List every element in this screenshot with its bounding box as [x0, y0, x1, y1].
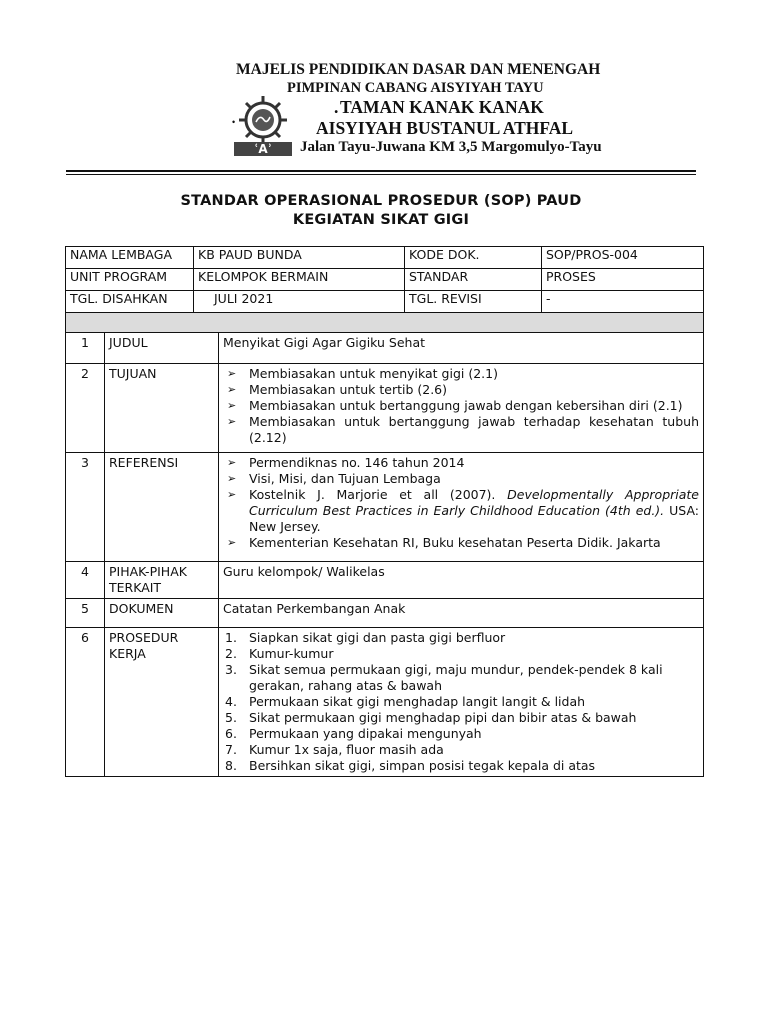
document-subtitle: KEGIATAN SIKAT GIGI: [292, 212, 470, 228]
section-row-prosedur: [66, 628, 704, 777]
meta-row: [66, 291, 704, 313]
section-number: 5: [66, 599, 105, 628]
section-row-dokumen: [66, 599, 704, 628]
list-item: ➢ Membiasakan untuk tertib (2.6): [223, 382, 699, 398]
step-text: Kumur-kumur: [249, 646, 334, 661]
section-content: Catatan Perkembangan Anak: [219, 599, 704, 628]
school-name: TAMAN KANAK KANAK: [340, 97, 544, 117]
section-row-tujuan: [66, 364, 704, 453]
meta-label: STANDAR: [405, 269, 542, 291]
section-label: PIHAK-PIHAK TERKAIT: [105, 562, 219, 599]
section-content: Menyikat Gigi Agar Gigiku Sehat: [219, 333, 704, 364]
section-row-judul: [66, 333, 704, 364]
step-number: 3.: [225, 662, 237, 677]
meta-label: TGL. DISAHKAN: [66, 291, 194, 313]
section-label: TUJUAN: [105, 364, 219, 453]
letterhead-line-2: PIMPINAN CABANG AISYIYAH TAYU: [287, 80, 544, 96]
list-item: [223, 710, 699, 726]
reference-title: Developmentally Appropriate Curriculum Best Practices in Early Childhood Education (4th ed.).: [249, 487, 699, 518]
list-item: [223, 758, 699, 774]
meta-value: SOP/PROS-004: [542, 247, 704, 269]
section-label: REFERENSI: [105, 453, 219, 562]
section-content: [219, 453, 704, 562]
meta-label: TGL. REVISI: [405, 291, 542, 313]
step-text: Sikat permukaan gigi menghadap pipi dan bibir atas & bawah: [249, 710, 637, 725]
meta-value: KELOMPOK BERMAIN: [194, 269, 405, 291]
list-item: ➢ Permendiknas no. 146 tahun 2014: [223, 455, 699, 471]
list-item: [223, 662, 699, 694]
letterhead-dot-small: •: [232, 117, 236, 127]
separator-row: [66, 313, 704, 333]
list-item: ➢ Membiasakan untuk menyikat gigi (2.1): [223, 366, 699, 382]
meta-label: UNIT PROGRAM: [66, 269, 194, 291]
section-label: PROSEDUR KERJA: [105, 628, 219, 777]
step-number: 7.: [225, 742, 237, 757]
aisyiyah-logo-icon: [230, 94, 296, 158]
step-text: Bersihkan sikat gigi, simpan posisi tegak kepala di atas: [249, 758, 596, 773]
list-item: [223, 694, 699, 710]
meta-value: KB PAUD BUNDA: [194, 247, 405, 269]
list-item: [223, 487, 699, 535]
meta-row: [66, 247, 704, 269]
list-item: [223, 646, 699, 662]
section-number: 3: [66, 453, 105, 562]
section-label: JUDUL: [105, 333, 219, 364]
step-text: Permukaan sikat gigi menghadap langit langit & lidah: [249, 694, 586, 709]
list-item: ➢ Visi, Misi, dan Tujuan Lembaga: [223, 471, 699, 487]
step-text: Siapkan sikat gigi dan pasta gigi berfluor: [249, 630, 506, 645]
header-rule-thin: [66, 174, 696, 175]
school-subname: AISYIYAH BUSTANUL ATHFAL: [316, 118, 574, 138]
meta-label: NAMA LEMBAGA: [66, 247, 194, 269]
step-number: 2.: [225, 646, 237, 661]
meta-value: PROSES: [542, 269, 704, 291]
document-title: STANDAR OPERASIONAL PROSEDUR (SOP) PAUD: [180, 193, 582, 209]
step-text: Permukaan yang dipakai mengunyah: [249, 726, 482, 741]
step-number: 1.: [225, 630, 237, 645]
section-number: 6: [66, 628, 105, 777]
header-rule-thick: [66, 170, 696, 172]
step-number: 5.: [225, 710, 237, 725]
step-text: Kumur 1x saja, fluor masih ada: [249, 742, 444, 757]
reference-publisher: USA: New Jersey.: [249, 503, 700, 534]
section-content: [219, 364, 704, 453]
list-item: ➢ Kementerian Kesehatan RI, Buku kesehatan Peserta Didik. Jakarta: [223, 535, 699, 551]
section-row-referensi: [66, 453, 704, 562]
section-row-pihak: [66, 562, 704, 599]
step-number: 8.: [225, 758, 237, 773]
metadata-table: [65, 246, 704, 313]
list-item: ➢ Membiasakan untuk bertanggung jawab terhadap kesehatan tubuh (2.12): [223, 414, 699, 446]
sop-table: [65, 312, 704, 777]
meta-label: KODE DOK.: [405, 247, 542, 269]
section-content: Guru kelompok/ Walikelas: [219, 562, 704, 599]
letterhead-line-1: MAJELIS PENDIDIKAN DASAR DAN MENENGAH: [236, 61, 601, 78]
list-item: [223, 726, 699, 742]
letterhead-dot: .: [334, 97, 339, 117]
step-number: 4.: [225, 694, 237, 709]
section-number: 2: [66, 364, 105, 453]
section-content: [219, 628, 704, 777]
list-item: [223, 630, 699, 646]
list-item: [223, 742, 699, 758]
list-item: ➢ Membiasakan untuk bertanggung jawab dengan kebersihan diri (2.1): [223, 398, 699, 414]
letterhead: [0, 0, 768, 200]
section-label: DOKUMEN: [105, 599, 219, 628]
meta-value: JULI 2021: [194, 291, 405, 313]
meta-value: -: [542, 291, 704, 313]
section-number: 1: [66, 333, 105, 364]
svg-text:ʿAʾ: ʿAʾ: [253, 142, 273, 156]
step-text: Sikat semua permukaan gigi, maju mundur, pendek-pendek 8 kali gerakan, rahang atas & bawah: [249, 662, 663, 693]
school-address: Jalan Tayu-Juwana KM 3,5 Margomulyo-Tayu: [300, 139, 602, 155]
section-number: 4: [66, 562, 105, 599]
step-number: 6.: [225, 726, 237, 741]
meta-row: [66, 269, 704, 291]
reference-author: Kostelnik J. Marjorie et all (2007).: [249, 487, 508, 502]
